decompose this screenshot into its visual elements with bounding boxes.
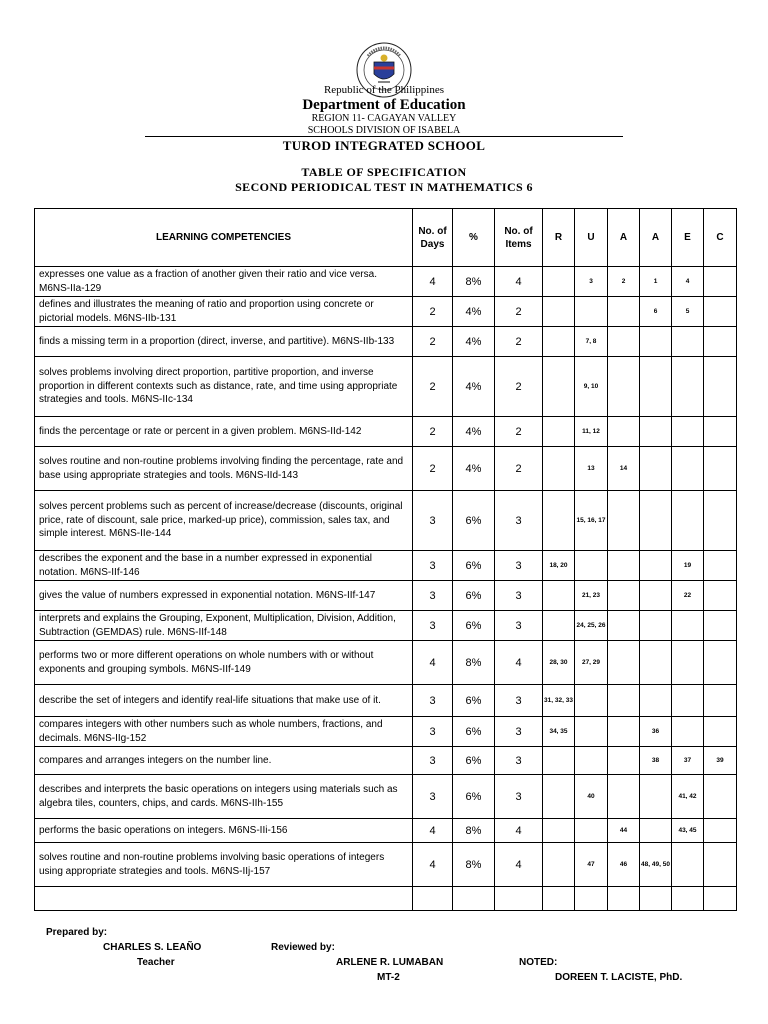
understanding-cell: 3 (575, 267, 608, 297)
competency-cell: solves routine and non-routine problems involving finding the percentage, rate and base using appropriate strategies and tools. M6NS-IId-143 (35, 447, 413, 491)
table-row (35, 551, 737, 581)
prepared-role: Teacher (137, 957, 175, 968)
document-subtitle: SECOND PERIODICAL TEST IN MATHEMATICS 6 (235, 180, 533, 194)
items-cell (495, 887, 543, 911)
table-row (35, 747, 737, 775)
applying-cell (608, 747, 640, 775)
days-cell: 3 (413, 581, 453, 611)
table-row (35, 775, 737, 819)
creating-cell (704, 447, 737, 491)
understanding-cell (575, 887, 608, 911)
understanding-cell (575, 551, 608, 581)
prepared-label: Prepared by: (46, 927, 108, 938)
reviewed-name: ARLENE R. LUMABAN (336, 957, 444, 968)
creating-cell (704, 843, 737, 887)
percent-cell: 6% (453, 611, 495, 641)
creating-cell (704, 491, 737, 551)
competency-cell: performs two or more different operations on whole numbers with or without exponents and grouping symbols. M6NS-IIf-149 (35, 641, 413, 685)
applying-cell: 46 (608, 843, 640, 887)
division-text: SCHOOLS DIVISION OF ISABELA (307, 125, 461, 136)
school-name: TUROD INTEGRATED SCHOOL (282, 138, 486, 153)
items-cell: 3 (495, 551, 543, 581)
understanding-cell: 47 (575, 843, 608, 887)
header-remembering: R (543, 209, 575, 267)
header-understanding: U (575, 209, 608, 267)
evaluating-cell: 37 (672, 747, 704, 775)
percent-cell: 4% (453, 417, 495, 447)
evaluating-cell (672, 887, 704, 911)
competency-cell: compares integers with other numbers such as whole numbers, fractions, and decimals. M6NS-IIg-152 (35, 717, 413, 747)
analyzing-cell: 1 (640, 267, 672, 297)
remembering-cell (543, 357, 575, 417)
reviewed-label: Reviewed by: (271, 942, 335, 953)
remembering-cell (543, 843, 575, 887)
days-cell: 3 (413, 611, 453, 641)
table-row (35, 447, 737, 491)
competency-cell: solves problems involving direct proportion, partitive proportion, and inverse proportion in different contexts such as distance, rate, and time using appropriate strategies and tools. M6NS-IIc-134 (35, 357, 413, 417)
days-cell: 2 (413, 297, 453, 327)
competency-cell: gives the value of numbers expressed in exponential notation. M6NS-IIf-147 (35, 581, 413, 611)
applying-cell (608, 327, 640, 357)
understanding-cell: 7, 8 (575, 327, 608, 357)
evaluating-cell (672, 717, 704, 747)
remembering-cell (543, 327, 575, 357)
remembering-cell (543, 447, 575, 491)
header-days: No. of Days (413, 209, 453, 267)
understanding-cell: 13 (575, 447, 608, 491)
evaluating-cell (672, 357, 704, 417)
competency-cell: expresses one value as a fraction of another given their ratio and vice versa. M6NS-IIa-129 (35, 267, 413, 297)
table-row (35, 843, 737, 887)
applying-cell (608, 551, 640, 581)
remembering-cell (543, 581, 575, 611)
table-row (35, 297, 737, 327)
analyzing-cell: 6 (640, 297, 672, 327)
analyzing-cell (640, 685, 672, 717)
creating-cell (704, 641, 737, 685)
table-row (35, 685, 737, 717)
prepared-name: CHARLES S. LEAÑO (103, 942, 202, 953)
understanding-cell (575, 819, 608, 843)
evaluating-cell (672, 447, 704, 491)
evaluating-cell: 22 (672, 581, 704, 611)
reviewed-role: MT-2 (377, 972, 400, 983)
table-row (35, 267, 737, 297)
items-cell: 4 (495, 641, 543, 685)
competency-cell: finds the percentage or rate or percent in a given problem. M6NS-IId-142 (35, 417, 413, 447)
days-cell: 4 (413, 819, 453, 843)
remembering-cell (543, 611, 575, 641)
percent-cell: 6% (453, 775, 495, 819)
competency-cell: describes and interprets the basic operations on integers using materials such as algebra tiles, counters, chips, and cards. M6NS-IIh-155 (35, 775, 413, 819)
items-cell: 3 (495, 717, 543, 747)
department-name: Department of Education (302, 97, 466, 113)
evaluating-cell: 4 (672, 267, 704, 297)
creating-cell (704, 417, 737, 447)
percent-cell: 6% (453, 551, 495, 581)
days-cell: 4 (413, 843, 453, 887)
items-cell: 3 (495, 775, 543, 819)
items-cell: 4 (495, 843, 543, 887)
understanding-cell: 21, 23 (575, 581, 608, 611)
remembering-cell: 28, 30 (543, 641, 575, 685)
days-cell: 3 (413, 775, 453, 819)
creating-cell (704, 887, 737, 911)
items-cell: 2 (495, 357, 543, 417)
days-cell: 2 (413, 327, 453, 357)
remembering-cell (543, 775, 575, 819)
table-header-row (35, 209, 737, 267)
applying-cell: 14 (608, 447, 640, 491)
evaluating-cell (672, 685, 704, 717)
specification-table (34, 208, 737, 911)
table-row (35, 417, 737, 447)
applying-cell (608, 641, 640, 685)
creating-cell (704, 297, 737, 327)
table-row (35, 641, 737, 685)
percent-cell: 6% (453, 491, 495, 551)
evaluating-cell: 19 (672, 551, 704, 581)
republic-text: Republic of the Philippines (323, 84, 445, 96)
percent-cell: 8% (453, 819, 495, 843)
percent-cell: 8% (453, 843, 495, 887)
evaluating-cell (672, 327, 704, 357)
analyzing-cell: 48, 49, 50 (640, 843, 672, 887)
applying-cell (608, 611, 640, 641)
header-divider (145, 136, 623, 137)
noted-name: DOREEN T. LACISTE, PhD. (555, 972, 683, 983)
analyzing-cell (640, 641, 672, 685)
days-cell: 2 (413, 417, 453, 447)
remembering-cell (543, 819, 575, 843)
evaluating-cell (672, 641, 704, 685)
header-applying: A (608, 209, 640, 267)
applying-cell (608, 887, 640, 911)
evaluating-cell: 41, 42 (672, 775, 704, 819)
header-evaluating: E (672, 209, 704, 267)
percent-cell: 6% (453, 747, 495, 775)
days-cell: 3 (413, 747, 453, 775)
remembering-cell (543, 267, 575, 297)
analyzing-cell (640, 327, 672, 357)
applying-cell (608, 357, 640, 417)
items-cell: 3 (495, 611, 543, 641)
table-row (35, 887, 737, 911)
items-cell: 2 (495, 447, 543, 491)
table-row (35, 611, 737, 641)
table-row (35, 581, 737, 611)
percent-cell: 6% (453, 685, 495, 717)
understanding-cell: 15, 16, 17 (575, 491, 608, 551)
evaluating-cell: 5 (672, 297, 704, 327)
applying-cell (608, 417, 640, 447)
analyzing-cell (640, 417, 672, 447)
items-cell: 3 (495, 747, 543, 775)
understanding-cell (575, 685, 608, 717)
evaluating-cell (672, 843, 704, 887)
evaluating-cell: 43, 45 (672, 819, 704, 843)
days-cell: 4 (413, 267, 453, 297)
analyzing-cell (640, 551, 672, 581)
table-row (35, 819, 737, 843)
creating-cell (704, 819, 737, 843)
table-row (35, 491, 737, 551)
creating-cell (704, 775, 737, 819)
remembering-cell (543, 491, 575, 551)
creating-cell (704, 717, 737, 747)
understanding-cell (575, 717, 608, 747)
creating-cell: 39 (704, 747, 737, 775)
applying-cell: 2 (608, 267, 640, 297)
items-cell: 4 (495, 267, 543, 297)
remembering-cell: 31, 32, 33 (543, 685, 575, 717)
noted-label: NOTED: (519, 957, 558, 968)
competency-cell: interprets and explains the Grouping, Exponent, Multiplication, Division, Addition, Subtraction (GEMDAS) rule. M6NS-IIf-148 (35, 611, 413, 641)
items-cell: 3 (495, 491, 543, 551)
applying-cell (608, 297, 640, 327)
days-cell: 2 (413, 447, 453, 491)
percent-cell: 6% (453, 581, 495, 611)
analyzing-cell (640, 447, 672, 491)
creating-cell (704, 685, 737, 717)
competency-cell: compares and arranges integers on the number line. (35, 747, 413, 775)
items-cell: 3 (495, 685, 543, 717)
remembering-cell (543, 747, 575, 775)
competency-cell: describe the set of integers and identify real-life situations that make use of it. (35, 685, 413, 717)
percent-cell: 8% (453, 641, 495, 685)
days-cell: 3 (413, 551, 453, 581)
items-cell: 2 (495, 327, 543, 357)
competency-cell: solves routine and non-routine problems involving basic operations of integers using appropriate strategies and tools. M6NS-IIj-157 (35, 843, 413, 887)
region-text: REGION 11- CAGAYAN VALLEY (311, 113, 457, 124)
analyzing-cell (640, 581, 672, 611)
applying-cell: 44 (608, 819, 640, 843)
items-cell: 2 (495, 417, 543, 447)
analyzing-cell (640, 611, 672, 641)
analyzing-cell (640, 775, 672, 819)
analyzing-cell (640, 491, 672, 551)
creating-cell (704, 267, 737, 297)
days-cell: 3 (413, 717, 453, 747)
applying-cell (608, 717, 640, 747)
header-analyzing: A (640, 209, 672, 267)
creating-cell (704, 357, 737, 417)
competency-cell: describes the exponent and the base in a number expressed in exponential notation. M6NS-IIf-146 (35, 551, 413, 581)
remembering-cell (543, 887, 575, 911)
percent-cell: 4% (453, 327, 495, 357)
analyzing-cell (640, 819, 672, 843)
competency-cell: solves percent problems such as percent of increase/decrease (discounts, original price, rate of discount, sale price, marked-up price), commission, sales tax, and simple interest. M6NS-IIe-144 (35, 491, 413, 551)
applying-cell (608, 685, 640, 717)
items-cell: 2 (495, 297, 543, 327)
evaluating-cell (672, 417, 704, 447)
days-cell: 3 (413, 685, 453, 717)
percent-cell: 4% (453, 357, 495, 417)
understanding-cell (575, 747, 608, 775)
remembering-cell: 18, 20 (543, 551, 575, 581)
analyzing-cell: 36 (640, 717, 672, 747)
percent-cell: 4% (453, 297, 495, 327)
table-row (35, 327, 737, 357)
items-cell: 4 (495, 819, 543, 843)
competency-cell: defines and illustrates the meaning of ratio and proportion using concrete or pictorial models. M6NS-IIb-131 (35, 297, 413, 327)
remembering-cell: 34, 35 (543, 717, 575, 747)
competency-cell: finds a missing term in a proportion (direct, inverse, and partitive). M6NS-IIb-133 (35, 327, 413, 357)
remembering-cell (543, 297, 575, 327)
analyzing-cell (640, 887, 672, 911)
header-competencies: LEARNING COMPETENCIES (35, 209, 413, 267)
days-cell: 2 (413, 357, 453, 417)
document-title: TABLE OF SPECIFICATION (301, 165, 467, 179)
evaluating-cell (672, 611, 704, 641)
percent-cell (453, 887, 495, 911)
analyzing-cell: 38 (640, 747, 672, 775)
days-cell (413, 887, 453, 911)
creating-cell (704, 551, 737, 581)
days-cell: 3 (413, 491, 453, 551)
applying-cell (608, 581, 640, 611)
days-cell: 4 (413, 641, 453, 685)
items-cell: 3 (495, 581, 543, 611)
header-percent: % (453, 209, 495, 267)
percent-cell: 8% (453, 267, 495, 297)
evaluating-cell (672, 491, 704, 551)
understanding-cell: 11, 12 (575, 417, 608, 447)
header-creating: C (704, 209, 737, 267)
creating-cell (704, 327, 737, 357)
table-row (35, 357, 737, 417)
understanding-cell: 24, 25, 26 (575, 611, 608, 641)
analyzing-cell (640, 357, 672, 417)
competency-cell: performs the basic operations on integers. M6NS-IIi-156 (35, 819, 413, 843)
header-items: No. of Items (495, 209, 543, 267)
creating-cell (704, 581, 737, 611)
remembering-cell (543, 417, 575, 447)
percent-cell: 6% (453, 717, 495, 747)
understanding-cell: 9, 10 (575, 357, 608, 417)
understanding-cell: 40 (575, 775, 608, 819)
percent-cell: 4% (453, 447, 495, 491)
applying-cell (608, 491, 640, 551)
competency-cell (35, 887, 413, 911)
understanding-cell: 27, 29 (575, 641, 608, 685)
understanding-cell (575, 297, 608, 327)
creating-cell (704, 611, 737, 641)
table-row (35, 717, 737, 747)
applying-cell (608, 775, 640, 819)
